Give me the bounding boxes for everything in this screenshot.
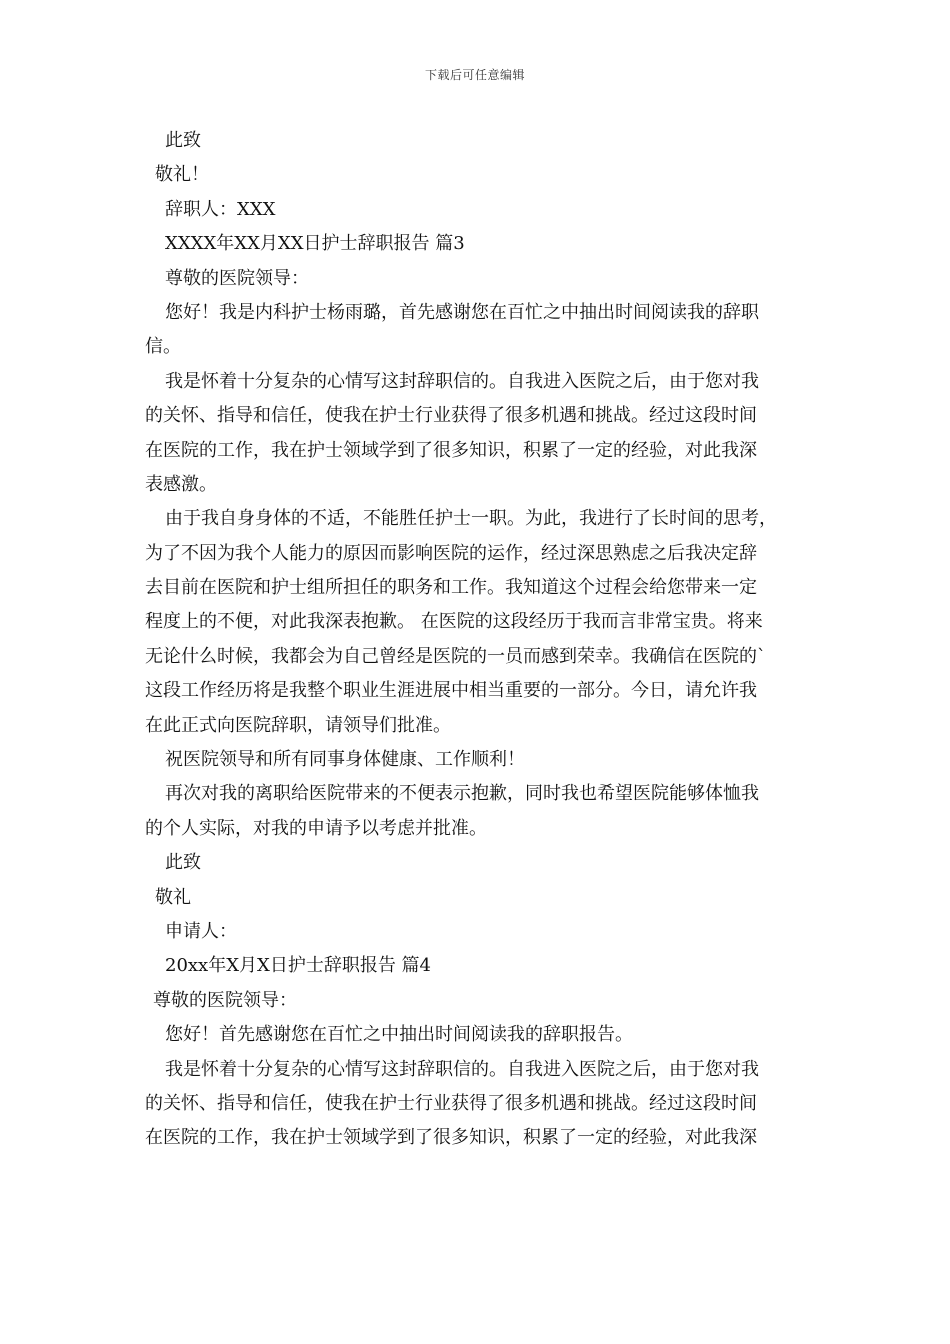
paragraph-line: 祝医院领导和所有同事身体健康、工作顺利！ xyxy=(165,749,525,771)
paragraph-line: 表感激。 xyxy=(145,473,217,495)
paragraph-line: 的关怀、指导和信任，使我在护士行业获得了很多机遇和挑战。经过这段时间 xyxy=(145,1092,757,1114)
greeting-line: 尊敬的医院领导： xyxy=(153,989,297,1011)
paragraph-line: 无论什么时候，我都会为自己曾经是医院的一员而感到荣幸。我确信在医院的` xyxy=(145,645,766,667)
salutation-line: 敬礼 xyxy=(155,886,191,908)
closing-line: 此致 xyxy=(165,852,201,874)
section-title: XXXX年XX月XX日护士辞职报告 篇3 xyxy=(165,233,465,255)
paragraph-line: 我是怀着十分复杂的心情写这封辞职信的。自我进入医院之后，由于您对我 xyxy=(165,370,759,392)
paragraph-line: 去目前在医院和护士组所担任的职务和工作。我知道这个过程会给您带来一定 xyxy=(145,577,757,599)
paragraph-line: 程度上的不便，对此我深表抱歉。 在医院的这段经历于我而言非常宝贵。将来 xyxy=(145,611,763,633)
paragraph-line: 您好！我是内科护士杨雨璐，首先感谢您在百忙之中抽出时间阅读我的辞职 xyxy=(165,301,759,323)
paragraph-line: 信。 xyxy=(145,336,181,358)
paragraph-line: 由于我自身身体的不适，不能胜任护士一职。为此，我进行了长时间的思考， xyxy=(165,508,777,530)
paragraph-line: 为了不因为我个人能力的原因而影响医院的运作，经过深思熟虑之后我决定辞 xyxy=(145,542,757,564)
paragraph-line: 的关怀、指导和信任，使我在护士行业获得了很多机遇和挑战。经过这段时间 xyxy=(145,405,757,427)
salutation-line: 敬礼！ xyxy=(155,164,209,186)
paragraph-line: 在医院的工作，我在护士领域学到了很多知识，积累了一定的经验，对此我深 xyxy=(145,1127,757,1149)
paragraph-line: 在医院的工作，我在护士领域学到了很多知识，积累了一定的经验，对此我深 xyxy=(145,439,757,461)
document-body xyxy=(145,124,815,1156)
closing-line: 此致 xyxy=(165,130,201,151)
paragraph-line: 再次对我的离职给医院带来的不便表示抱歉，同时我也希望医院能够体恤我 xyxy=(165,783,759,805)
signature-line: 辞职人：XXX xyxy=(165,198,276,220)
paragraph-line: 您好！首先感谢您在百忙之中抽出时间阅读我的辞职报告。 xyxy=(165,1024,633,1046)
section-title: 20xx年X月X日护士辞职报告 篇4 xyxy=(165,955,432,977)
signature-line: 申请人： xyxy=(165,920,237,942)
paragraph-line: 这段工作经历将是我整个职业生涯进展中相当重要的一部分。今日，请允许我 xyxy=(145,680,757,702)
paragraph-line: 我是怀着十分复杂的心情写这封辞职信的。自我进入医院之后，由于您对我 xyxy=(165,1058,759,1080)
paragraph-line: 的个人实际，对我的申请予以考虑并批准。 xyxy=(145,817,487,839)
paragraph-line: 在此正式向医院辞职，请领导们批准。 xyxy=(145,714,451,736)
header-note: 下载后可任意编辑 xyxy=(424,68,525,82)
greeting-line: 尊敬的医院领导： xyxy=(165,267,309,289)
